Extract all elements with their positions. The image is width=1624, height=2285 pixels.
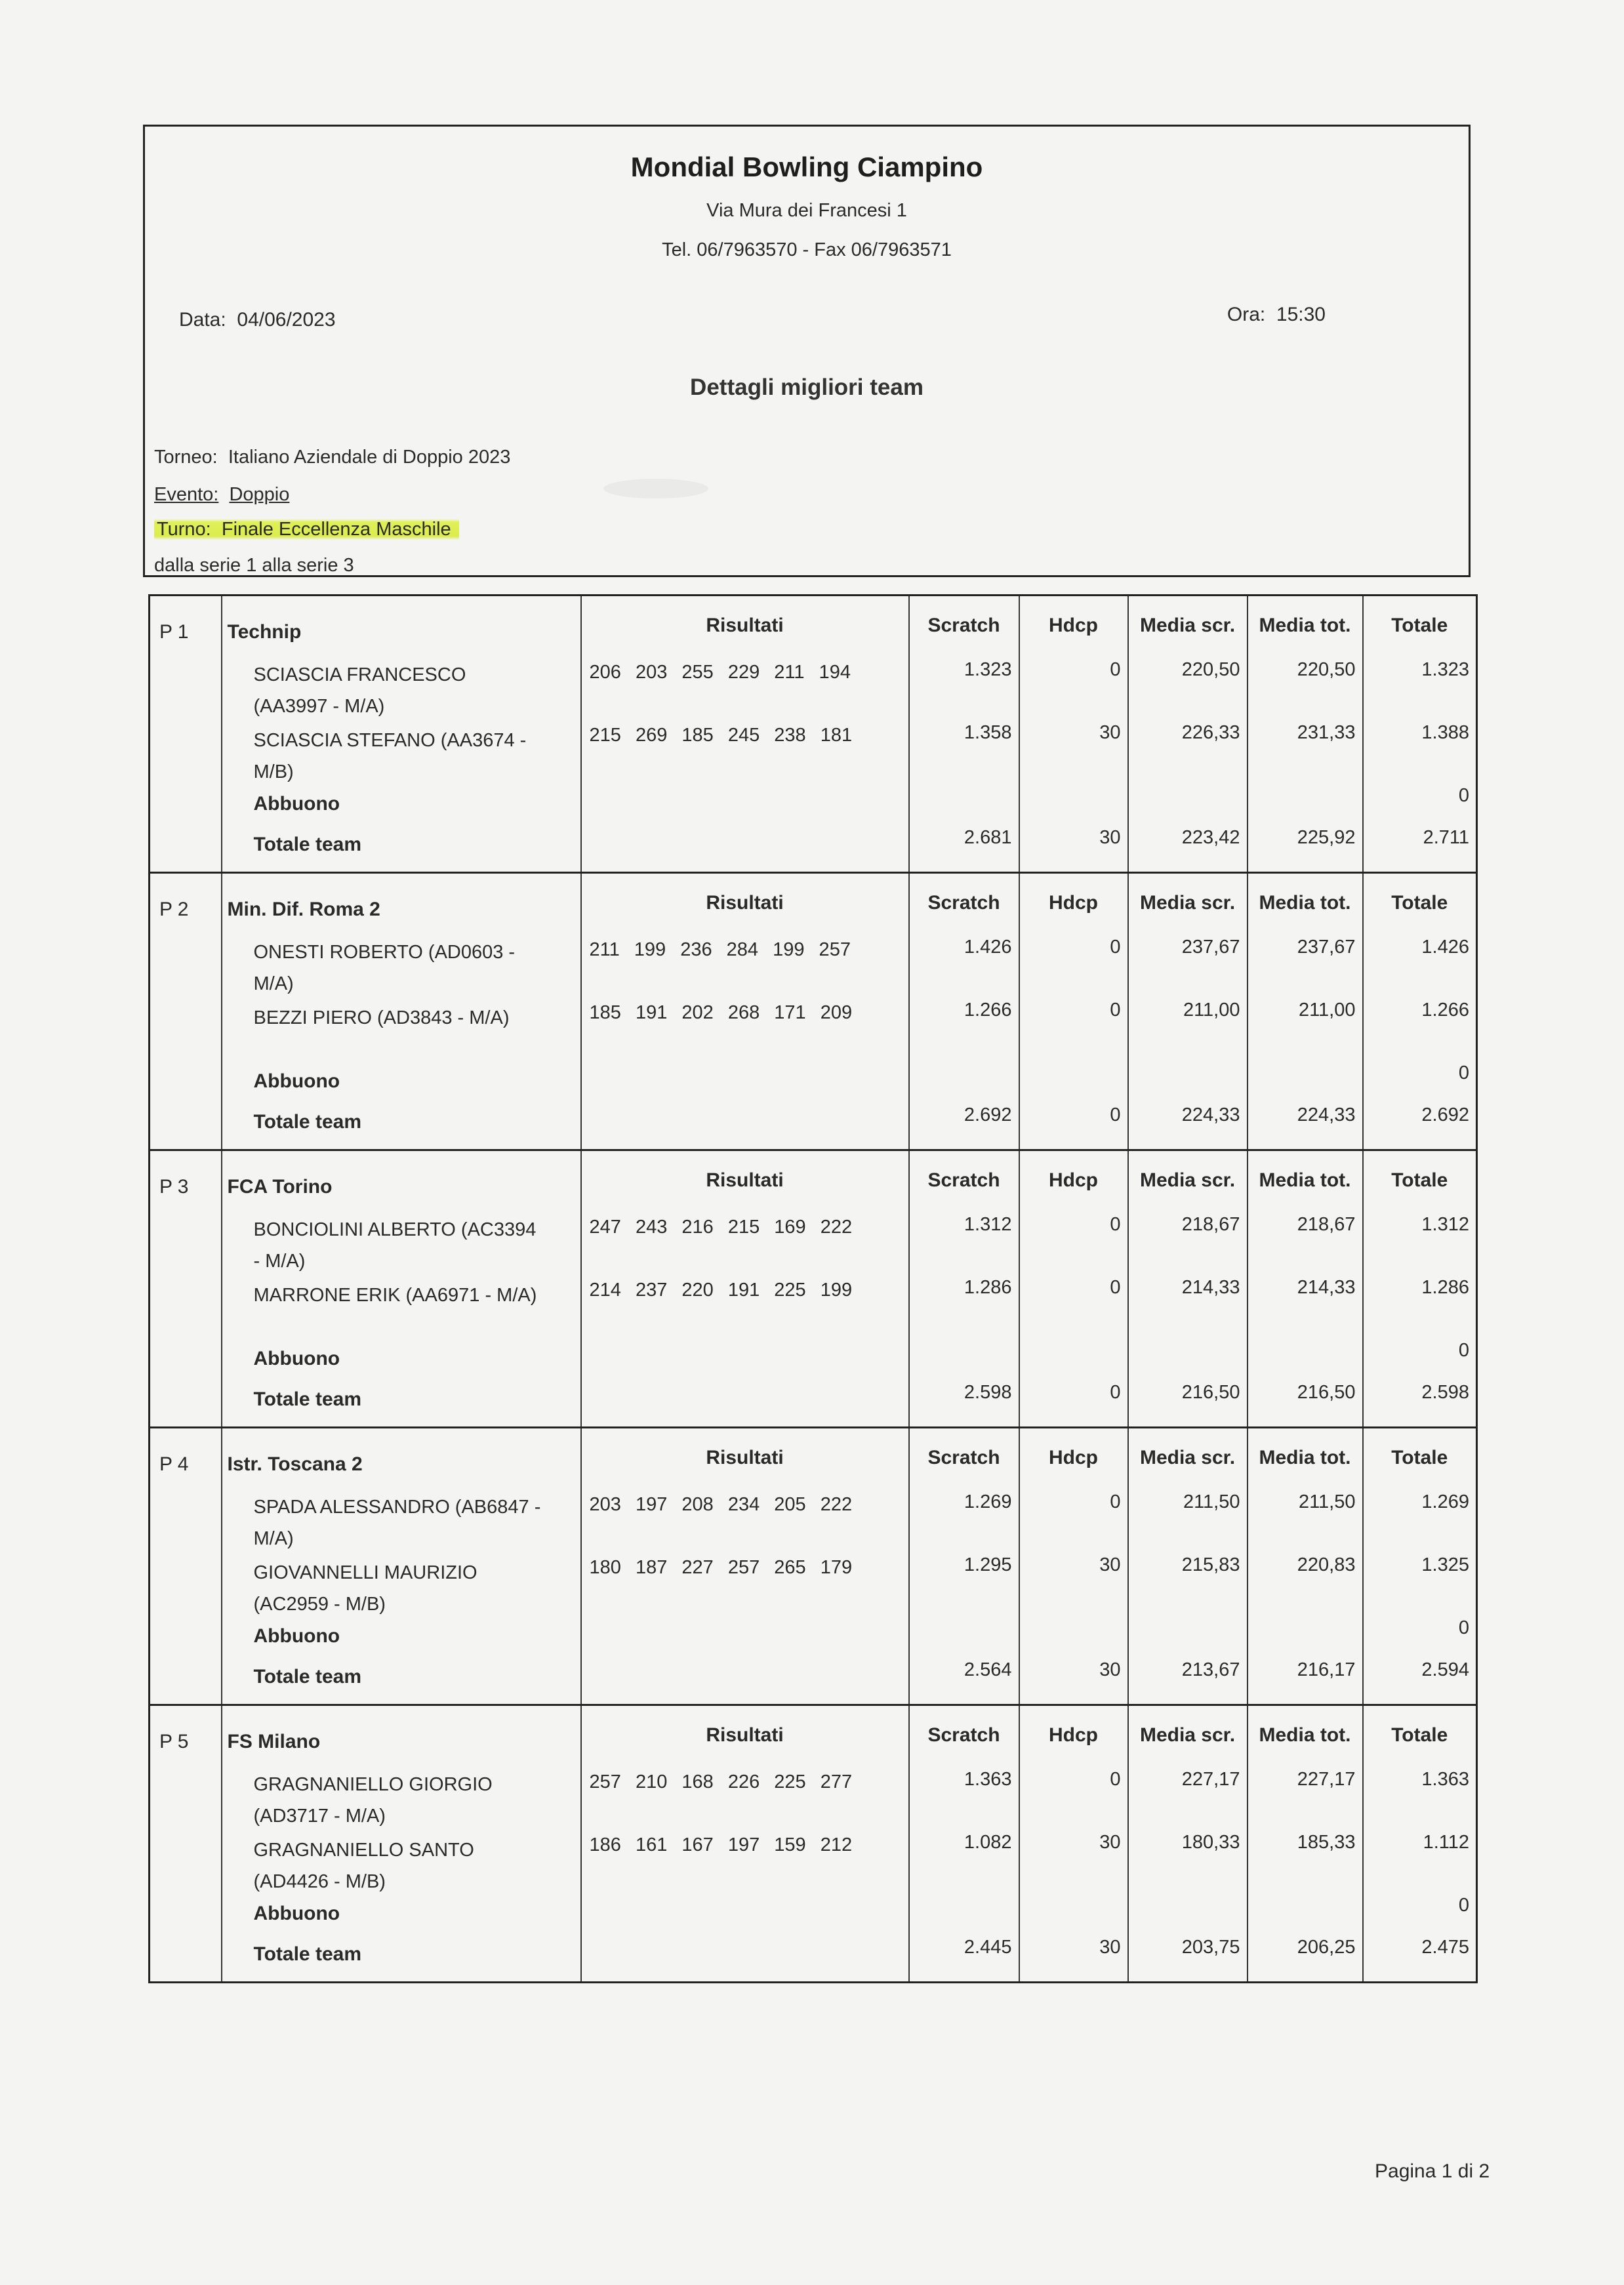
hdcp-total: 0 [1110,1104,1121,1125]
totale-header: Totale [1391,1724,1448,1746]
scratch-value: 1.323 [964,659,1012,680]
abbuono-value: 0 [1458,1617,1469,1638]
totale-cell [1363,873,1477,1150]
totale-team-label: Totale team [253,1111,361,1133]
team-row [150,1150,1477,1428]
media-tot-header: Media tot. [1259,1724,1351,1746]
risultati-header: Risultati [706,892,784,914]
totale-value: 1.388 [1421,722,1469,743]
hdcp-header: Hdcp [1049,1724,1098,1746]
totale-value: 1.363 [1421,1769,1469,1790]
team-cell [222,596,581,873]
team-cell [222,1150,581,1428]
meta-serie: dalla serie 1 alla serie 3 [154,555,354,576]
abbuono-label: Abbuono [253,1348,340,1369]
meta-turno [154,519,459,540]
media-tot-value: 211,50 [1298,1491,1356,1512]
team-position: P 4 [159,1453,189,1475]
totale-team-label: Totale team [253,1943,361,1965]
totale-value: 1.325 [1421,1554,1469,1575]
torneo-label: Torneo: [154,447,218,468]
media-scr-header: Media scr. [1139,615,1236,636]
totale-team-label: Totale team [253,1666,361,1688]
scratch-value: 1.426 [964,937,1012,958]
media-tot-total: 216,17 [1297,1659,1356,1680]
risultati-header: Risultati [706,1447,784,1468]
date-value: 04/06/2023 [237,309,336,331]
hdcp-value: 0 [1110,1491,1121,1512]
media-scr-value: 227,17 [1181,1769,1240,1790]
team-row [150,1705,1477,1983]
totale-header: Totale [1391,1169,1448,1191]
team-grand-total: 2.598 [1421,1382,1469,1403]
abbuono-value: 0 [1458,1895,1469,1916]
player-scores: 211 199 236 284 199 257 [589,939,851,960]
hdcp-total: 30 [1099,1659,1121,1680]
media-tot-value: 211,00 [1298,1000,1356,1021]
media-tot-value: 220,83 [1297,1554,1356,1575]
team-cell [222,873,581,1150]
player-name: ONESTI ROBERTO (AD0603 - M/A) [253,942,516,994]
player-scores: 185 191 202 268 171 209 [589,1002,853,1023]
venue-phone: Tel. 06/7963570 - Fax 06/7963571 [662,239,952,260]
position-cell [150,596,222,873]
totale-header: Totale [1391,615,1448,636]
media-tot-cell [1248,1705,1363,1983]
media-tot-value: 220,50 [1297,659,1356,680]
report-title: Dettagli migliori team [690,374,924,400]
time-label: Ora: [1227,304,1266,325]
media-scr-cell [1128,1705,1248,1983]
results-cell [581,596,909,873]
media-scr-value: 218,67 [1181,1214,1240,1235]
scratch-header: Scratch [927,892,1000,914]
media-tot-value: 237,67 [1297,937,1356,958]
team-row [150,1428,1477,1705]
scratch-cell [909,1150,1019,1428]
hdcp-cell [1019,1705,1128,1983]
evento-value: Doppio [229,484,290,505]
totale-team-label: Totale team [253,834,361,855]
hdcp-total: 30 [1099,1937,1121,1958]
media-scr-total: 203,75 [1181,1937,1240,1958]
media-scr-total: 216,50 [1181,1382,1240,1403]
team-position: P 3 [159,1176,189,1198]
team-name: Technip [227,621,302,643]
scratch-total: 2.445 [964,1937,1012,1958]
team-grand-total: 2.711 [1423,827,1469,848]
media-scr-cell [1128,596,1248,873]
player-scores: 206 203 255 229 211 194 [589,662,851,683]
media-tot-value: 231,33 [1297,722,1356,743]
player-name: GRAGNANIELLO GIORGIO (AD3717 - M/A) [253,1774,493,1827]
media-scr-value: 226,33 [1181,722,1240,743]
media-scr-total: 213,67 [1181,1659,1240,1680]
hdcp-value: 30 [1099,722,1121,743]
results-table [148,594,1478,1983]
player-name: MARRONE ERIK (AA6971 - M/A) [253,1285,537,1306]
team-name: Istr. Toscana 2 [227,1453,363,1475]
media-scr-value: 220,50 [1181,659,1240,680]
scratch-cell [909,1705,1019,1983]
media-tot-header: Media tot. [1259,1447,1351,1468]
totale-cell [1363,1428,1477,1705]
team-cell [222,1705,581,1983]
media-tot-header: Media tot. [1259,615,1351,636]
scratch-header: Scratch [927,615,1000,636]
totale-value: 1.426 [1421,937,1469,958]
team-position: P 1 [159,621,189,643]
media-scr-header: Media scr. [1139,1169,1236,1191]
media-tot-value: 218,67 [1297,1214,1356,1235]
team-position: P 5 [159,1731,189,1752]
totale-value: 1.312 [1421,1214,1469,1235]
hdcp-cell [1019,1150,1128,1428]
team-name: FCA Torino [227,1176,333,1198]
position-cell [150,873,222,1150]
hdcp-cell [1019,1428,1128,1705]
team-name: Min. Dif. Roma 2 [227,899,380,920]
scratch-value: 1.312 [964,1214,1012,1235]
report-date [179,309,336,331]
media-tot-header: Media tot. [1259,1169,1351,1191]
venue-name: Mondial Bowling Ciampino [630,152,983,182]
abbuono-value: 0 [1458,1340,1469,1361]
report-time [1227,304,1326,326]
abbuono-label: Abbuono [253,1903,340,1924]
meta-evento [154,484,289,506]
meta-torneo [154,447,510,468]
media-tot-total: 216,50 [1297,1382,1356,1403]
media-scr-cell [1128,1150,1248,1428]
totale-cell [1363,1150,1477,1428]
time-value: 15:30 [1276,304,1326,325]
hdcp-total: 30 [1099,827,1121,848]
hdcp-header: Hdcp [1049,615,1098,636]
scratch-header: Scratch [927,1169,1000,1191]
player-name: BEZZI PIERO (AD3843 - M/A) [253,1007,510,1028]
media-tot-cell [1248,873,1363,1150]
media-scr-cell [1128,1428,1248,1705]
media-scr-total: 224,33 [1181,1104,1240,1125]
hdcp-header: Hdcp [1049,1169,1098,1191]
results-cell [581,1705,909,1983]
media-scr-cell [1128,873,1248,1150]
abbuono-label: Abbuono [253,1625,340,1647]
scratch-cell [909,596,1019,873]
scratch-value: 1.266 [964,1000,1012,1021]
team-row [150,873,1477,1150]
hdcp-value: 0 [1110,937,1121,958]
player-name: SCIASCIA FRANCESCO (AA3997 - M/A) [253,664,466,717]
hdcp-value: 30 [1099,1832,1121,1853]
player-scores: 215 269 185 245 238 181 [589,725,853,746]
risultati-header: Risultati [706,1169,784,1191]
hdcp-total: 0 [1110,1382,1121,1403]
results-cell [581,1150,909,1428]
abbuono-value: 0 [1458,1062,1469,1083]
totale-value: 1.269 [1421,1491,1469,1512]
totale-value: 1.266 [1421,1000,1469,1021]
media-tot-cell [1248,1150,1363,1428]
media-scr-header: Media scr. [1139,892,1236,914]
player-scores: 214 237 220 191 225 199 [589,1280,853,1301]
paper-stain [603,479,708,498]
totale-team-label: Totale team [253,1388,361,1410]
scratch-value: 1.358 [964,722,1012,743]
abbuono-value: 0 [1458,785,1469,806]
player-scores: 247 243 216 215 169 222 [589,1217,853,1238]
scratch-value: 1.082 [964,1832,1012,1853]
scratch-cell [909,873,1019,1150]
hdcp-header: Hdcp [1049,892,1098,914]
media-tot-total: 206,25 [1297,1937,1356,1958]
team-grand-total: 2.475 [1421,1937,1469,1958]
media-tot-value: 227,17 [1297,1769,1356,1790]
player-scores: 180 187 227 257 265 179 [589,1557,853,1578]
media-tot-total: 224,33 [1297,1104,1356,1125]
media-scr-value: 215,83 [1181,1554,1240,1575]
date-label: Data: [179,309,226,331]
totale-header: Totale [1391,892,1448,914]
hdcp-value: 0 [1110,1769,1121,1790]
media-tot-total: 225,92 [1297,827,1356,848]
hdcp-cell [1019,873,1128,1150]
scratch-cell [909,1428,1019,1705]
player-scores: 257 210 168 226 225 277 [589,1771,853,1792]
team-row [150,596,1477,873]
media-scr-value: 211,50 [1183,1491,1240,1512]
team-grand-total: 2.692 [1421,1104,1469,1125]
player-scores: 186 161 167 197 159 212 [589,1834,853,1855]
team-cell [222,1428,581,1705]
media-scr-header: Media scr. [1139,1724,1236,1746]
totale-cell [1363,1705,1477,1983]
venue-address: Via Mura dei Francesi 1 [706,200,907,221]
player-name: BONCIOLINI ALBERTO (AC3394 - M/A) [253,1219,537,1272]
totale-header: Totale [1391,1447,1448,1468]
media-tot-cell [1248,1428,1363,1705]
player-name: SCIASCIA STEFANO (AA3674 - M/B) [253,730,527,782]
hdcp-header: Hdcp [1049,1447,1098,1468]
media-tot-value: 214,33 [1297,1277,1356,1298]
team-grand-total: 2.594 [1421,1659,1469,1680]
scratch-value: 1.363 [964,1769,1012,1790]
scratch-value: 1.295 [964,1554,1012,1575]
scratch-header: Scratch [927,1724,1000,1746]
turno-label: Turno: [157,519,211,540]
media-tot-value: 185,33 [1297,1832,1356,1853]
hdcp-cell [1019,596,1128,873]
position-cell [150,1428,222,1705]
scratch-value: 1.286 [964,1277,1012,1298]
team-position: P 2 [159,899,189,920]
scratch-header: Scratch [927,1447,1000,1468]
torneo-value: Italiano Aziendale di Doppio 2023 [228,447,511,468]
risultati-header: Risultati [706,1724,784,1746]
hdcp-value: 0 [1110,1000,1121,1021]
media-scr-value: 180,33 [1181,1832,1240,1853]
totale-value: 1.323 [1421,659,1469,680]
media-tot-cell [1248,596,1363,873]
media-scr-header: Media scr. [1139,1447,1236,1468]
page-number: Pagina 1 di 2 [1375,2160,1490,2182]
results-cell [581,873,909,1150]
scratch-total: 2.564 [964,1659,1012,1680]
scratch-total: 2.681 [964,827,1012,848]
scratch-total: 2.598 [964,1382,1012,1403]
totale-value: 1.286 [1421,1277,1469,1298]
team-name: FS Milano [227,1731,321,1752]
abbuono-label: Abbuono [253,793,340,815]
scratch-total: 2.692 [964,1104,1012,1125]
hdcp-value: 30 [1099,1554,1121,1575]
player-scores: 203 197 208 234 205 222 [589,1494,853,1515]
risultati-header: Risultati [706,615,784,636]
hdcp-value: 0 [1110,1214,1121,1235]
player-name: GRAGNANIELLO SANTO (AD4426 - M/B) [253,1840,474,1892]
hdcp-value: 0 [1110,659,1121,680]
player-name: SPADA ALESSANDRO (AB6847 - M/A) [253,1497,541,1549]
turno-value: Finale Eccellenza Maschile [221,519,451,540]
media-tot-header: Media tot. [1259,892,1351,914]
media-scr-value: 237,67 [1181,937,1240,958]
scratch-value: 1.269 [964,1491,1012,1512]
media-scr-value: 214,33 [1181,1277,1240,1298]
totale-value: 1.112 [1423,1832,1469,1853]
position-cell [150,1150,222,1428]
results-cell [581,1428,909,1705]
position-cell [150,1705,222,1983]
totale-cell [1363,596,1477,873]
player-name: GIOVANNELLI MAURIZIO (AC2959 - M/B) [253,1562,477,1615]
turno-highlight [154,517,459,541]
hdcp-value: 0 [1110,1277,1121,1298]
abbuono-label: Abbuono [253,1070,340,1092]
report-header [143,125,1471,577]
media-scr-total: 223,42 [1181,827,1240,848]
media-scr-value: 211,00 [1183,1000,1240,1021]
evento-label: Evento: [154,484,219,505]
